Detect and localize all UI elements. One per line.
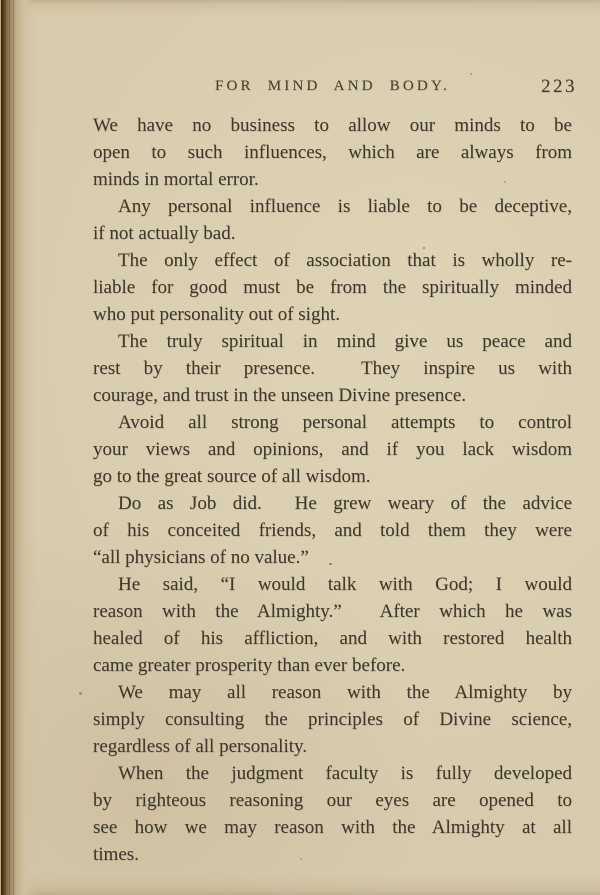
text-line: open to such influences, which are always from — [93, 142, 572, 163]
text-line: We have no business to allow our minds to be — [93, 115, 572, 136]
text-line: simply consulting the principles of Divine science, — [93, 709, 572, 730]
paper-speck — [470, 73, 472, 75]
text-line: minds in mortal error. — [93, 169, 259, 190]
paragraph — [93, 193, 572, 247]
paragraph — [93, 760, 572, 868]
paper-speck — [329, 563, 332, 565]
text-line: We may all reason with the Almighty by — [118, 682, 572, 703]
text-line: courage, and trust in the unseen Divine presence. — [93, 385, 467, 406]
text-line: healed of his affliction, and with restored health — [93, 628, 572, 649]
text-line: times. — [93, 844, 139, 865]
running-title: FOR MIND AND BODY. — [214, 78, 451, 94]
text-line: see how we may reason with the Almighty at all — [93, 817, 572, 838]
paper-speck — [504, 181, 506, 183]
text-line: who put personality out of sight. — [93, 304, 340, 325]
paragraph — [93, 247, 572, 328]
text-line: Any personal influence is liable to be deceptive, — [118, 196, 572, 217]
text-line: When the judgment faculty is fully developed — [118, 763, 572, 784]
page-body — [93, 112, 572, 868]
paragraph — [93, 328, 572, 409]
text-line: The truly spiritual in mind give us peace and — [118, 331, 572, 352]
text-line: if not actually bad. — [93, 223, 236, 244]
paper-speck — [79, 692, 82, 695]
text-line: He said, “I would talk with God; I would — [118, 574, 572, 595]
text-line: came greater prosperity than ever before. — [93, 655, 406, 676]
text-line: your views and opinions, and if you lack wisdom — [93, 439, 572, 460]
text-line: of his conceited friends, and told them they were — [93, 520, 572, 541]
paragraph — [93, 112, 572, 193]
paragraph — [93, 490, 572, 571]
paper-speck — [423, 247, 425, 249]
page-header — [93, 76, 577, 100]
text-line: liable for good must be from the spiritually minded — [93, 277, 572, 298]
text-line: The only effect of association that is wholly re- — [118, 250, 572, 271]
text-line: Do as Job did. He grew weary of the advice — [118, 493, 572, 514]
text-line: “all physicians of no value.” — [93, 547, 309, 568]
text-line: regardless of all personality. — [93, 736, 308, 757]
paragraph — [93, 571, 572, 679]
paragraph — [93, 679, 572, 760]
text-line: by righteous reasoning our eyes are opened to — [93, 790, 572, 811]
paragraph — [93, 409, 572, 490]
text-line: go to the great source of all wisdom. — [93, 466, 371, 487]
text-line: rest by their presence. They inspire us with — [93, 358, 572, 379]
text-line: Avoid all strong personal attempts to control — [118, 412, 572, 433]
paper-speck — [300, 858, 302, 860]
binding-texture — [1, 0, 16, 895]
page-number: 223 — [541, 76, 577, 97]
text-line: reason with the Almighty.” After which he was — [93, 601, 572, 622]
